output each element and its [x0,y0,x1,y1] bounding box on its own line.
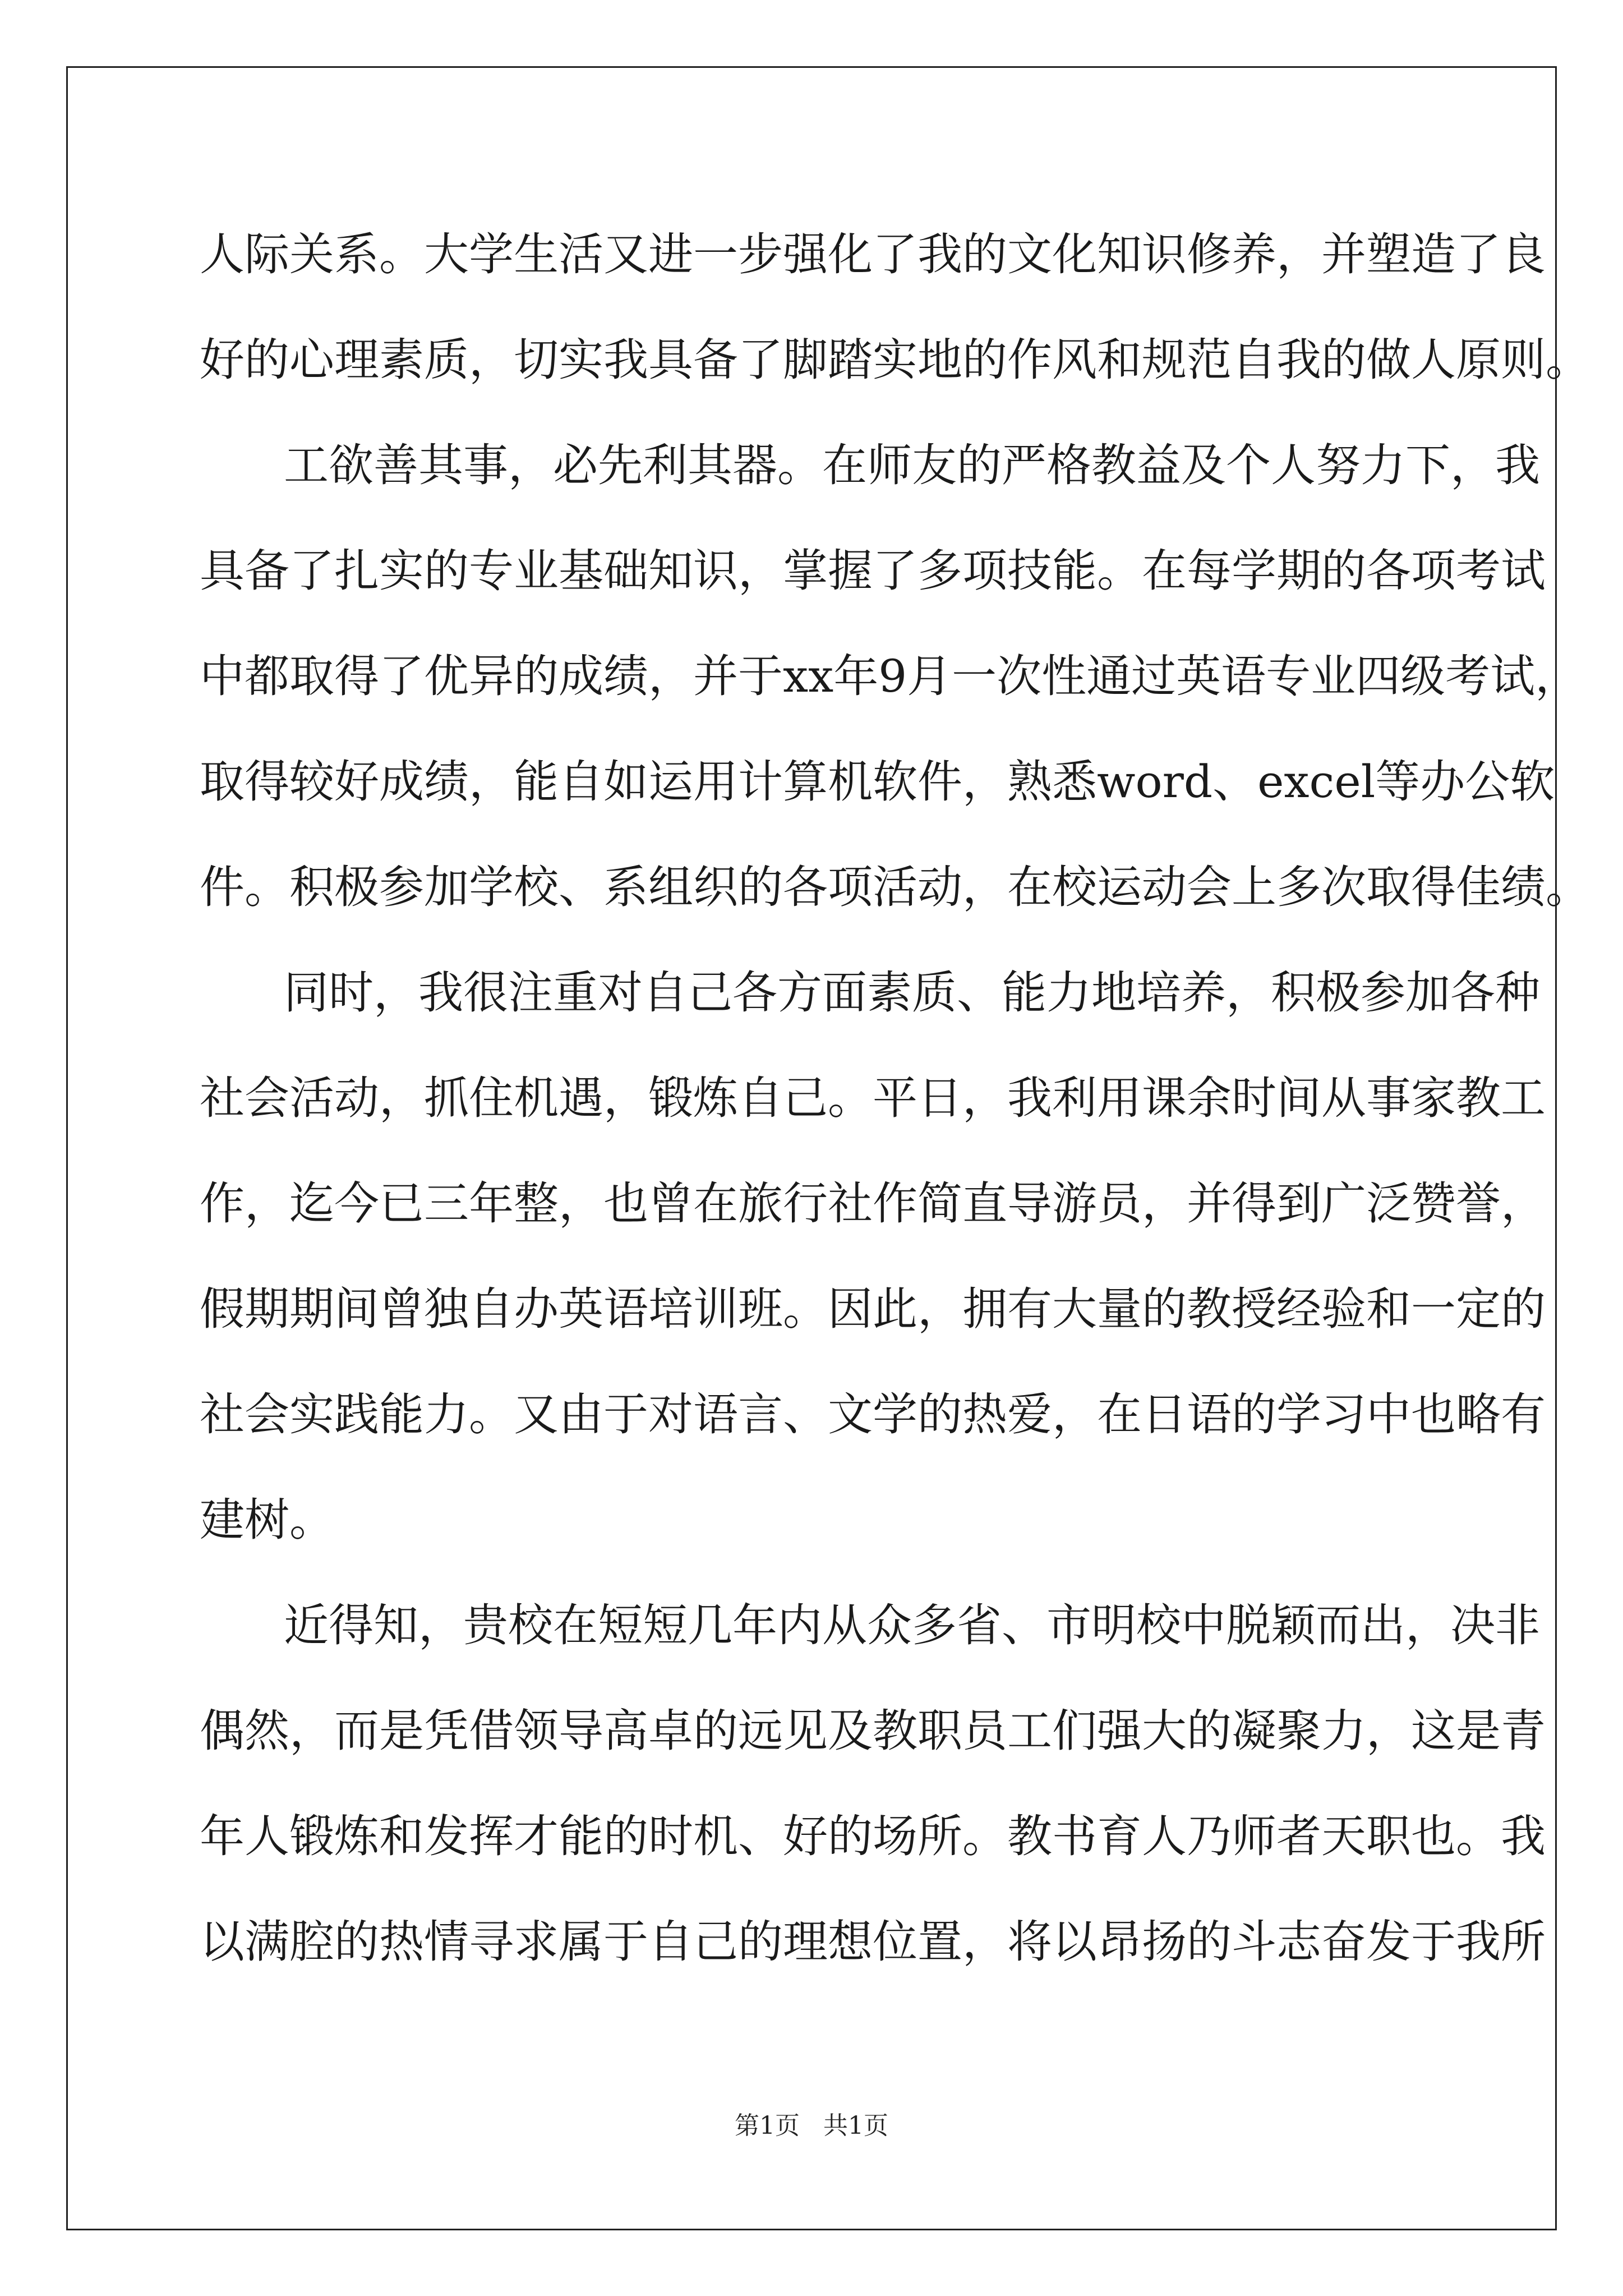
text-line: 件。积极参加学校、系组织的各项活动，在校运动会上多次取得佳绩。 [200,861,1590,913]
text-line: 近得知，贵校在短短几年内从众多省、市明校中脱颖而出，决非 [284,1599,1540,1651]
text-line: 年人锻炼和发挥才能的时机、好的场所。教书育人乃师者天职也。我 [200,1810,1546,1862]
text-line: 社会活动，抓住机遇，锻炼自己。平日，我利用课余时间从事家教工 [200,1072,1546,1124]
text-line: 工欲善其事，必先利其器。在师友的严格教益及个人努力下，我 [284,439,1540,491]
text-line: 好的心理素质，切实我具备了脚踏实地的作风和规范自我的做人原则。 [200,334,1590,386]
text-line: 中都取得了优异的成绩，并于xx年9月一次性通过英语专业四级考试， [200,650,1580,702]
text-line: 偶然，而是凭借领导高卓的远见及教职员工们强大的凝聚力，这是青 [200,1705,1546,1757]
page-footer [0,2109,1623,2143]
text-line: 同时，我很注重对自己各方面素质、能力地培养，积极参加各种 [284,967,1540,1019]
text-line: 假期期间曾独自办英语培训班。因此，拥有大量的教授经验和一定的 [200,1283,1546,1335]
text-line: 建树。 [200,1494,334,1546]
document-body [200,202,1590,1995]
text-line: 以满腔的热情寻求属于自己的理想位置，将以昂扬的斗志奋发于我所 [200,1916,1546,1968]
text-line: 社会实践能力。又由于对语言、文学的热爱，在日语的学习中也略有 [200,1388,1546,1441]
page-number-current: 第1页 [735,2111,800,2140]
page-number-total: 共1页 [823,2111,888,2140]
text-line: 作，迄今已三年整，也曾在旅行社作简直导游员，并得到广泛赞誉， [200,1177,1546,1230]
text-line: 具备了扎实的专业基础知识，掌握了多项技能。在每学期的各项考试 [200,545,1546,597]
text-line: 取得较好成绩，能自如运用计算机软件，熟悉word、excel等办公软 [200,756,1555,808]
text-line: 人际关系。大学生活又进一步强化了我的文化知识修养，并塑造了良 [200,228,1546,280]
